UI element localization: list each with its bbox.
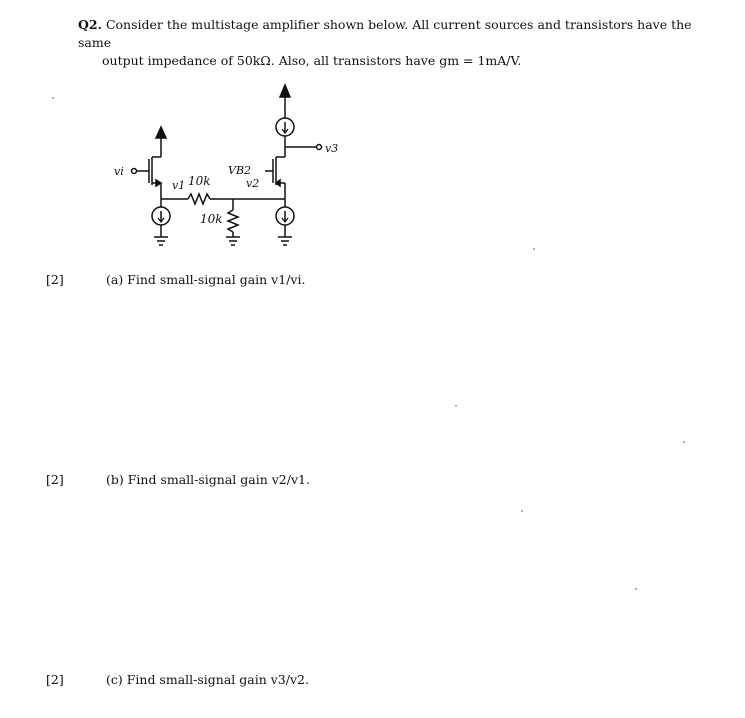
resistor-2 <box>228 210 238 232</box>
scan-speck <box>455 405 457 407</box>
marks-part-b: [2] <box>46 472 64 487</box>
label-vb2: VB2 <box>228 164 252 177</box>
question-line-1: Consider the multistage amplifier shown below. All current sources and transistors have the same <box>78 17 692 50</box>
scan-speck <box>533 248 535 250</box>
amplifier-circuit-diagram <box>100 75 360 260</box>
m1-supply-arrow <box>156 127 166 138</box>
label-r2: 10k <box>200 212 223 226</box>
label-v2: v2 <box>246 177 260 190</box>
vi-terminal <box>132 169 137 174</box>
question-text <box>78 16 718 70</box>
label-r1: 10k <box>188 174 211 188</box>
scan-speck <box>52 97 54 99</box>
label-v3: v3 <box>325 142 339 155</box>
scan-speck <box>521 510 523 512</box>
scan-speck <box>635 588 637 590</box>
label-vi: vi <box>114 165 124 178</box>
marks-part-c: [2] <box>46 672 64 687</box>
label-v1: v1 <box>172 179 186 192</box>
scan-speck <box>683 441 685 443</box>
question-number: Q2. <box>78 17 102 32</box>
question-line-2: output impedance of 50kΩ. Also, all transistors have gm = 1mA/V. <box>102 53 522 68</box>
marks-part-a: [2] <box>46 272 64 287</box>
v3-terminal <box>317 145 322 150</box>
top-supply-arrow <box>280 85 290 97</box>
part-c-text: (c) Find small-signal gain v3/v2. <box>106 672 309 687</box>
part-b-text: (b) Find small-signal gain v2/v1. <box>106 472 310 487</box>
resistor-1 <box>188 194 210 204</box>
part-a-text: (a) Find small-signal gain v1/vi. <box>106 272 306 287</box>
